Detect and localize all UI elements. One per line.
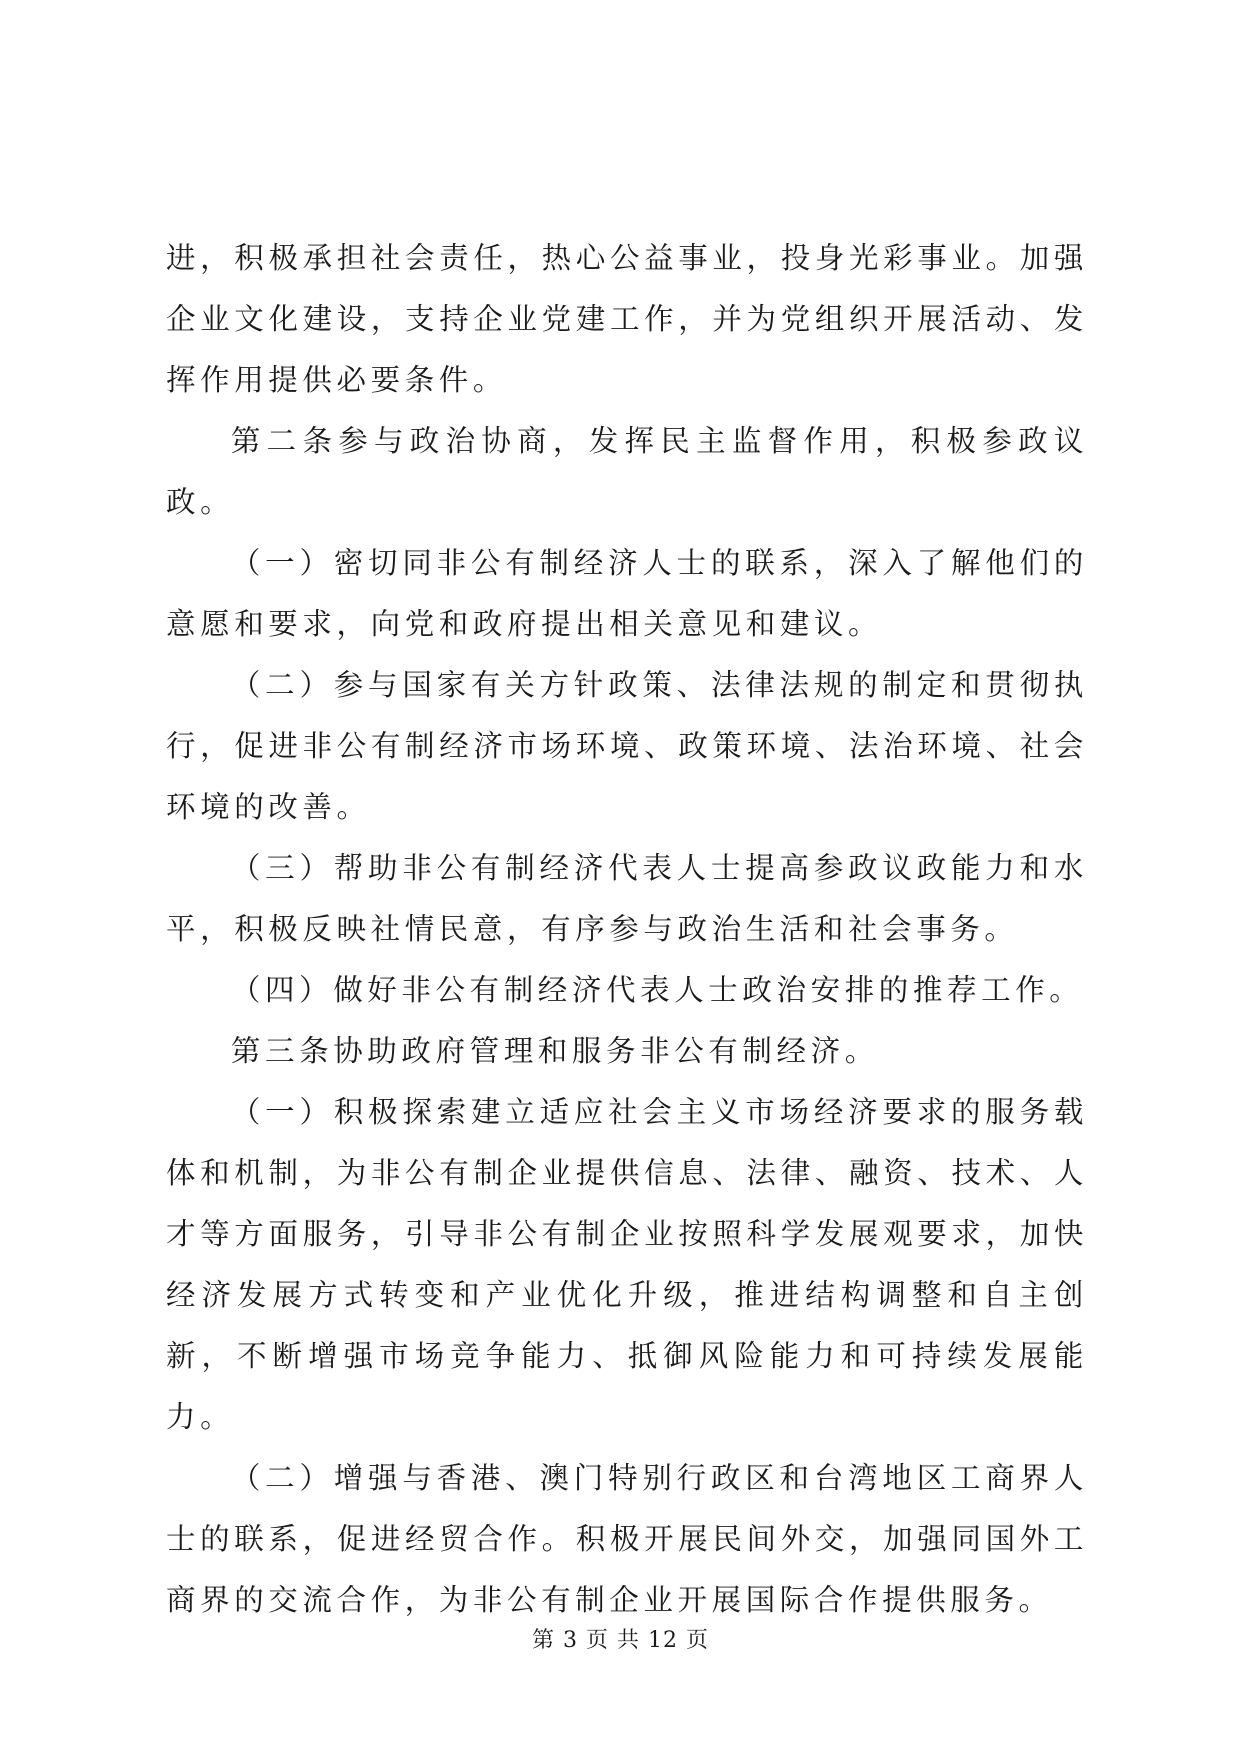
document-body [166, 228, 1088, 1631]
paragraph-continuation: 进，积极承担社会责任，热心公益事业，投身光彩事业。加强企业文化建设，支持企业党建工作，并为党组织开展活动、发挥作用提供必要条件。 [166, 241, 1088, 397]
paragraph-article-2-item-3: （三）帮助非公有制经济代表人士提高参政议政能力和水平，积极反映社情民意，有序参与政治生活和社会事务。 [166, 851, 1088, 946]
paragraph-article-3-item-2: （二）增强与香港、澳门特别行政区和台湾地区工商界人士的联系，促进经贸合作。积极开展民间外交，加强同国外工商界的交流合作，为非公有制企业开展国际合作提供服务。 [166, 1461, 1088, 1617]
paragraph-article-2-item-2: （二）参与国家有关方针政策、法律法规的制定和贯彻执行，促进非公有制经济市场环境、政策环境、法治环境、社会环境的改善。 [166, 668, 1088, 824]
page-number-footer: 第 3 页 共 12 页 [532, 1628, 709, 1653]
paragraph-article-2-item-4: （四）做好非公有制经济代表人士政治安排的推荐工作。 [230, 973, 1084, 1007]
paragraph-article-2-item-1: （一）密切同非公有制经济人士的联系，深入了解他们的意愿和要求，向党和政府提出相关意见和建议。 [166, 546, 1088, 641]
paragraph-article-2: 第二条参与政治协商，发挥民主监督作用，积极参政议政。 [166, 424, 1088, 519]
paragraph-article-3: 第三条协助政府管理和服务非公有制经济。 [230, 1034, 879, 1068]
paragraph-article-3-item-1: （一）积极探索建立适应社会主义市场经济要求的服务载体和机制，为非公有制企业提供信息、法律、融资、技术、人才等方面服务，引导非公有制企业按照科学发展观要求，加快经济发展方式转变和产业优化升级，推进结构调整和自主创新，不断增强市场竞争能力、抵御风险能力和可持续发展能力。 [166, 1095, 1088, 1434]
